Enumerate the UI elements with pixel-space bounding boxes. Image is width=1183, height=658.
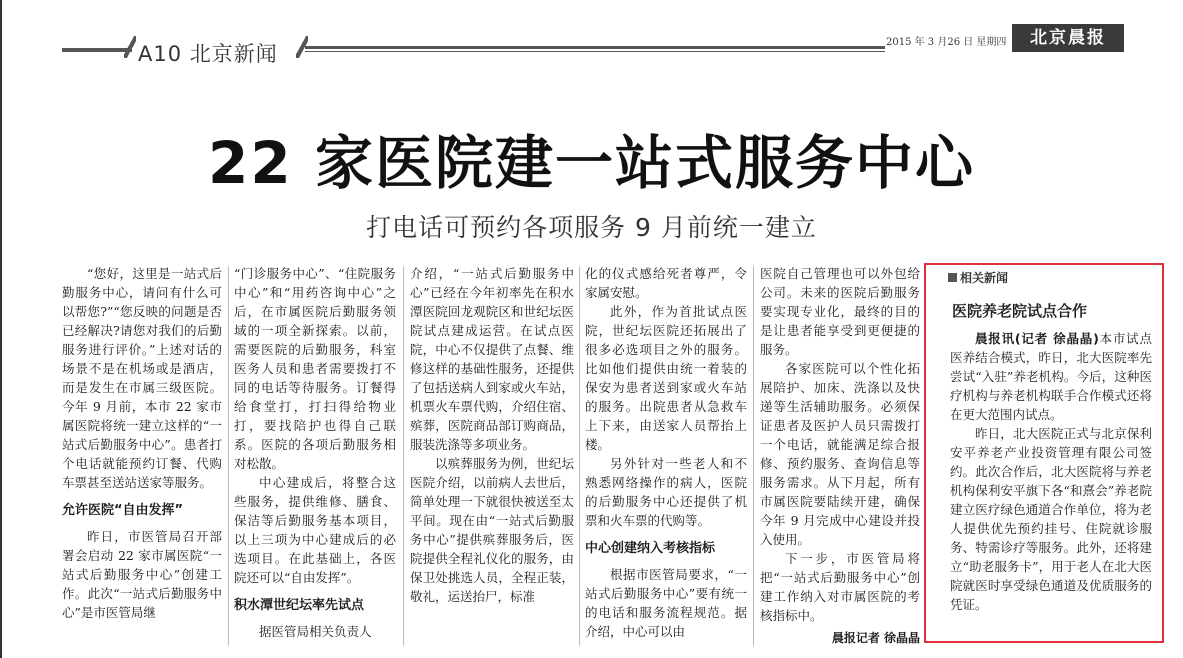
paragraph: 下一步，市医管局将把“一站式后勤服务中心”创建工作纳入对市属医院的考核指标中。 <box>760 551 920 623</box>
column-divider <box>228 266 229 646</box>
column-divider <box>753 266 754 646</box>
related-news-label: 相关新闻 <box>960 271 1009 285</box>
paragraph: 医院自己管理也可以外包给公司。未来的医院后勤服务要实现专业化，最终的目的是让患者能享受到更便捷的服务。 <box>760 266 920 357</box>
header-rule-right-thin <box>305 51 885 52</box>
paragraph: 另外针对一些老人和不熟悉网络操作的病人，医院的后勤服务中心还提供了机票和火车票的代购等。 <box>585 456 747 528</box>
paragraph: “门诊服务中心”、“住院服务中心”和“用药咨询中心”之后，在市属医院后勤服务领域的一项全新探索。以前，需要医院的后勤服务，科室医务人员和患者需要拨打不同的电话等待服务。订餐得给食堂打，打扫得给物业打，要找陪护也得自己联系。医院的各项后勤服务相对松散。 <box>234 266 396 471</box>
paragraph: 介绍，“一站式后勤服务中心”已经在今年初率先在积水潭医院回龙观院区和世纪坛医院试点建成运营。在试点医院，中心不仅提供了点餐、维修这样的基础性服务，还提供了包括送病人到家或火车站，机票火车票代购，介绍住宿、殡葬，医院商品部订购商品，服装洗涤等多项业务。 <box>410 266 574 452</box>
paragraph: 昨日，市医管局召开部署会启动 22 家市属医院“一站式后勤服务中心”创建工作。此次“一站式后勤服务中心”是市医管局继 <box>62 529 222 620</box>
column-divider <box>403 266 404 646</box>
related-news-tag <box>948 269 1152 286</box>
article-column-3 <box>410 264 574 656</box>
paragraph: 以殡葬服务为例，世纪坛医院介绍，以前病人去世后，简单处理一下就很快被送至太平间。现在由“一站式后勤服务中心”提供殡葬服务后，医院提供全程礼仪化的服务，由保卫处挑选人员，全程正装，敬礼，运送抬尸，标准 <box>410 456 574 604</box>
header-slash-left <box>124 36 136 58</box>
article-column-1 <box>62 264 222 656</box>
section-label: A10 北京新闻 <box>138 42 278 66</box>
paragraph: 据医管局相关负责人 <box>259 624 372 639</box>
related-news-box <box>924 263 1164 643</box>
paragraph: 化的仪式感给死者尊严，令家属安慰。 <box>585 266 747 300</box>
section-heading: 允许医院“自由发挥” <box>62 503 184 518</box>
related-news-title: 医院养老院试点合作 <box>952 302 1088 320</box>
header-rule-right <box>305 46 885 49</box>
paragraph: 中心建成后，将整合这些服务，提供维修、膳食、保洁等后勤服务基本项目，以上三项为中心建成后的必选项目。在此基础上，各医院还可以“自由发挥”。 <box>234 475 396 585</box>
masthead: 北京晨报 <box>1012 24 1124 52</box>
related-news-body <box>950 329 1152 614</box>
paragraph-text: 本市试点医养结合模式，昨日，北大医院率先尝试“入驻”养老机构。今后，这种医疗机构与养老机构联手合作模式还将在更大范围内试点。 <box>950 331 1152 422</box>
header-rule-left <box>62 48 132 52</box>
paragraph: 昨日，北大医院正式与北京保利安平养老产业投资管理有限公司签约。此次合作后，北大医院将与养老机构保利安平旗下各“和熹会”养老院建立医疗绿色通道合作单位，将为老人提供优先预约挂号、住院就诊服务、特需诊疗等服务。此外，还将建立“助老服务卡”，用于老人在北大医院就医时享受绿色通道及优质服务的凭证。 <box>950 426 1152 612</box>
subheadline: 打电话可预约各项服务 9 月前统一建立 <box>366 213 817 242</box>
article-column-4 <box>585 264 747 656</box>
square-bullet-icon <box>948 273 957 282</box>
paragraph <box>950 329 1152 424</box>
paragraph: “您好，这里是一站式后勤服务中心，请问有什么可以帮您?”“您反映的问题是否已经解决?请您对我们的后勤服务进行评价。”上述对话的场景不是在机场或是酒店，而是发生在市属三级医院。今年 9 月前，本市 22 家市属医院将统一建立这样的“一站式后勤服务中心”。患者打个电话就能预约订餐、代购车票甚至送站送家等服务。 <box>62 266 222 490</box>
page-edge <box>0 0 2 658</box>
column-divider <box>579 266 580 646</box>
headline: 22 家医院建一站式服务中心 <box>208 129 975 197</box>
paragraph: 根据市医管局要求，“一站式后勤服务中心”要有统一的电话和服务流程规范。据介绍，中心可以由 <box>585 567 747 639</box>
section-heading: 中心创建纳入考核指标 <box>585 541 716 556</box>
byline: 晨报记者 徐晶晶 <box>831 631 920 645</box>
issue-date: 2015 年 3 月26 日 星期四 <box>886 37 1007 48</box>
article-column-5 <box>760 264 920 656</box>
section-heading: 积水潭世纪坛率先试点 <box>234 598 365 613</box>
paragraph: 各家医院可以个性化拓展陪护、加床、洗涤以及快递等生活辅助服务。必须保证患者及医护人员只需拨打一个电话，就能满足综合报修、预约服务、查询信息等服务需求。从下月起，所有市属医院要陆续开建，确保今年 9 月完成中心建设并投入使用。 <box>760 361 920 547</box>
dateline: 晨报讯(记者 徐晶晶) <box>975 331 1099 346</box>
paragraph: 此外，作为首批试点医院，世纪坛医院还拓展出了很多必选项目之外的服务。比如他们提供由统一着装的保安为患者送到家或火车站的服务。出院患者从急救车上下来，由送家人员帮抬上楼。 <box>585 304 747 452</box>
article-column-2 <box>234 264 396 656</box>
